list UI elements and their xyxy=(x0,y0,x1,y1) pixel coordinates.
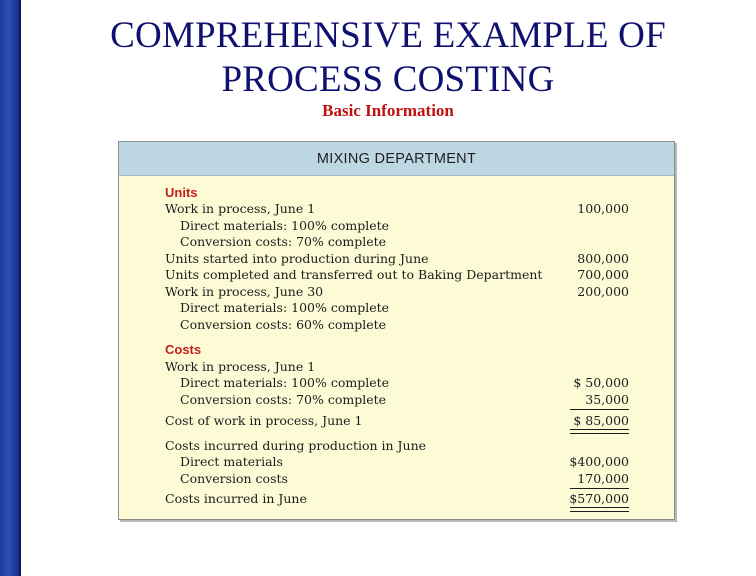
units-row xyxy=(119,283,674,300)
units-row-value: 800,000 xyxy=(577,251,629,266)
units-row xyxy=(119,316,674,333)
subtotal-rule xyxy=(570,409,629,410)
costs-row-value: $570,000 xyxy=(569,491,629,506)
costs-row-label: Conversion costs xyxy=(180,471,288,486)
costs-heading: Costs xyxy=(165,342,202,357)
panel-header: MIXING DEPARTMENT xyxy=(119,142,674,176)
slide-title xyxy=(30,14,746,102)
sidebar-edge xyxy=(19,0,21,576)
units-row-label: Conversion costs: 60% complete xyxy=(180,317,387,332)
costs-row xyxy=(119,391,674,408)
costs-row-value: $ 50,000 xyxy=(573,375,629,390)
units-row-value: 700,000 xyxy=(577,267,629,282)
costs-row-label: Direct materials xyxy=(180,454,283,469)
units-row-label: Direct materials: 100% complete xyxy=(180,218,390,233)
subtotal-rule xyxy=(570,488,629,489)
units-row xyxy=(119,200,674,217)
units-row xyxy=(119,266,674,283)
mixing-department-panel xyxy=(118,141,675,520)
costs-row-label: Cost of work in process, June 1 xyxy=(165,413,363,428)
costs-row-value: 170,000 xyxy=(577,471,629,486)
costs-row-value: $400,000 xyxy=(569,454,629,469)
units-heading: Units xyxy=(165,185,198,200)
costs-row-value: $ 85,000 xyxy=(573,413,629,428)
units-row-value: 100,000 xyxy=(577,201,629,216)
slide-sidebar-bar xyxy=(0,0,19,576)
costs-row-label: Work in process, June 1 xyxy=(165,359,316,374)
slide-subtitle: Basic Information xyxy=(322,101,454,120)
units-row-label: Direct materials: 100% complete xyxy=(180,300,390,315)
units-row-value: 200,000 xyxy=(577,284,629,299)
units-row xyxy=(119,299,674,316)
units-row xyxy=(119,233,674,250)
units-row-label: Work in process, June 1 xyxy=(165,201,316,216)
costs-row-label: Direct materials: 100% complete xyxy=(180,375,390,390)
total-double-rule xyxy=(570,429,629,434)
units-heading-row xyxy=(119,184,674,201)
units-row-label: Work in process, June 30 xyxy=(165,284,324,299)
costs-heading-row xyxy=(119,341,674,358)
costs-row xyxy=(119,470,674,487)
units-row-label: Units started into production during June xyxy=(165,251,429,266)
costs-row-label: Costs incurred in June xyxy=(165,491,307,506)
costs-row xyxy=(119,358,674,375)
costs-row xyxy=(119,412,674,429)
costs-row-label: Conversion costs: 70% complete xyxy=(180,392,387,407)
total-double-rule xyxy=(570,507,629,512)
costs-row xyxy=(119,374,674,391)
costs-row-value: 35,000 xyxy=(585,392,629,407)
costs-row-label: Costs incurred during production in June xyxy=(165,438,427,453)
costs-row xyxy=(119,490,674,507)
costs-row xyxy=(119,453,674,470)
units-row xyxy=(119,250,674,267)
slide-title-line2: PROCESS COSTING xyxy=(221,59,555,100)
slide-title-line1: COMPREHENSIVE EXAMPLE OF xyxy=(110,15,666,56)
units-row-label: Conversion costs: 70% complete xyxy=(180,234,387,249)
units-row-label: Units completed and transferred out to Baking Department xyxy=(165,267,543,282)
units-row xyxy=(119,217,674,234)
costs-row xyxy=(119,437,674,454)
